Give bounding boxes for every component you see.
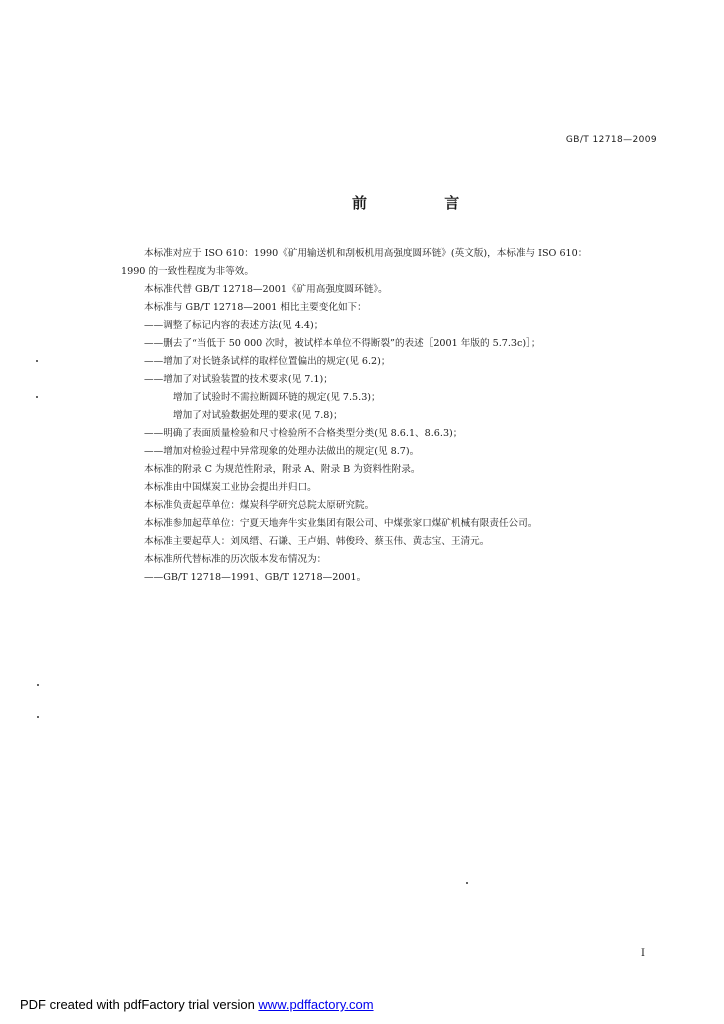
page-number: I xyxy=(641,948,645,959)
paragraph: 本标准的附录 C 为规范性附录，附录 A、附录 B 为资料性附录。 xyxy=(144,464,421,475)
paragraph: 本标准由中国煤炭工业协会提出并归口。 xyxy=(144,482,317,493)
pdf-footer xyxy=(20,997,374,1012)
scan-speck xyxy=(37,716,39,718)
change-item: 增加了试验时不需拉断圆环链的规定(见 7.5.3)； xyxy=(173,392,381,403)
scan-speck xyxy=(466,882,468,884)
paragraph: 本标准所代替标准的历次版本发布情况为： xyxy=(144,554,327,565)
scan-speck xyxy=(36,396,38,398)
change-item: ——删去了“当低于 50 000 次时，被试样本单位不得断裂”的表述［2001 年版的 5.7.3c)］； xyxy=(144,338,541,349)
change-item: ——增加了对试验装置的技术要求(见 7.1)； xyxy=(144,374,333,385)
footer-link[interactable]: www.pdffactory.com xyxy=(258,997,374,1012)
page-title: 前 言 xyxy=(352,194,496,212)
change-item: 增加了对试验数据处理的要求(见 7.8)； xyxy=(173,410,343,421)
scan-speck xyxy=(37,684,39,686)
paragraph: ——GB/T 12718—1991、GB/T 12718—2001。 xyxy=(144,572,367,583)
paragraph: 本标准负责起草单位：煤炭科学研究总院太原研究院。 xyxy=(144,500,375,511)
paragraph: 本标准与 GB/T 12718—2001 相比主要变化如下： xyxy=(144,302,367,313)
paragraph: 本标准参加起草单位：宁夏天地奔牛实业集团有限公司、中煤张家口煤矿机械有限责任公司。 xyxy=(144,518,538,529)
change-item: ——调整了标记内容的表述方法(见 4.4)； xyxy=(144,320,324,331)
paragraph: 1990 的一致性程度为非等效。 xyxy=(121,266,254,277)
standard-code: GB/T 12718—2009 xyxy=(565,135,657,145)
change-item: ——增加了对长链条试样的取样位置偏出的规定(见 6.2)； xyxy=(144,356,391,367)
change-item: ——增加对检验过程中异常现象的处理办法做出的规定(见 8.7)。 xyxy=(144,446,420,457)
scan-speck xyxy=(36,360,38,362)
paragraph: 本标准主要起草人：刘凤缙、石谦、王卢娟、韩俊玲、蔡玉伟、黄志宝、王清元。 xyxy=(144,536,490,547)
paragraph: 本标准对应于 ISO 610：1990《矿用输送机和刮板机用高强度圆环链》(英文版)，本标准与 ISO 610： xyxy=(144,248,588,259)
change-item: ——明确了表面质量检验和尺寸检验所不合格类型分类(见 8.6.1、8.6.3)； xyxy=(144,428,463,439)
footer-text: PDF created with pdfFactory trial version xyxy=(20,997,259,1012)
paragraph: 本标准代替 GB/T 12718—2001《矿用高强度圆环链》。 xyxy=(144,284,388,295)
